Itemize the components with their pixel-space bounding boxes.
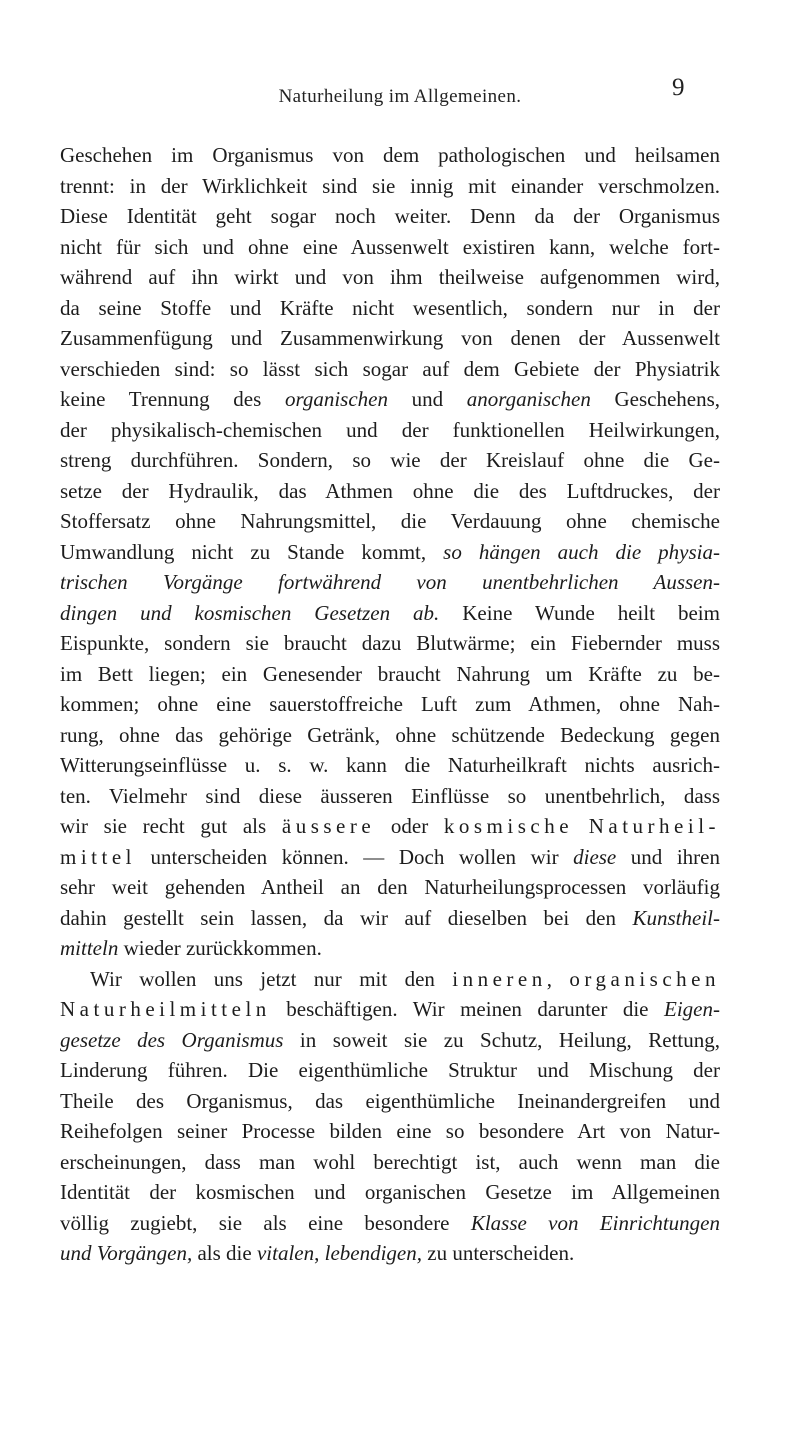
text-line <box>60 933 720 964</box>
text-line <box>60 628 720 659</box>
text-run: sehr weit gehenden Antheil an den Naturheilungsprocessen vorläufig <box>60 875 720 899</box>
text-run: nicht für sich und ohne eine Aussenwelt existiren kann, welche fort- <box>60 234 720 259</box>
text-run: und <box>387 387 467 411</box>
text-line <box>60 781 720 812</box>
text-line <box>60 567 720 598</box>
text-run: Zusammenfügung und Zusammenwirkung von denen der Aussenwelt <box>60 326 720 350</box>
italic-phrase: Eigen- <box>664 997 720 1021</box>
text-run: Theile des Organismus, das eigenthümliche Ineinandergreifen und <box>60 1088 720 1113</box>
text-run: , <box>546 966 570 991</box>
text-line <box>60 384 720 415</box>
text-run: Reihefolgen seiner Processe bilden eine so besondere Art von Natur- <box>60 1119 720 1143</box>
text-run: Witterungseinflüsse u. s. w. kann die Naturheilkraft nichts ausrich- <box>60 753 720 777</box>
text-line <box>60 659 720 690</box>
text-run <box>573 814 589 838</box>
text-line <box>60 415 720 446</box>
text-line <box>60 872 720 903</box>
text-run: rung, ohne das gehörige Getränk, ohne schützende Bedeckung gegen <box>60 722 720 747</box>
text-run: da seine Stoffe und Kräfte nicht wesentlich, sondern nur in der <box>60 295 720 320</box>
text-line <box>60 811 720 842</box>
text-run: Stoffersatz ohne Nahrungsmittel, die Verdauung ohne chemische <box>60 509 720 533</box>
text-line <box>60 445 720 476</box>
text-line <box>60 323 720 354</box>
italic-phrase: diese <box>573 844 617 869</box>
text-run: der physikalisch-chemischen und der funktionellen Heilwirkungen, <box>60 417 720 442</box>
text-run: Keine Wunde heilt beim <box>439 600 720 625</box>
text-line <box>60 689 720 720</box>
spaced-emphasis: Naturheil- <box>588 814 721 838</box>
text-line <box>60 1147 720 1178</box>
text-run: setze der Hydraulik, das Athmen ohne die des Luftdruckes, der <box>60 478 720 503</box>
text-run: als die <box>192 1241 257 1265</box>
text-line <box>60 506 720 537</box>
text-run: Geschehens, <box>590 387 721 411</box>
italic-phrase: so hängen auch die physia- <box>443 539 721 564</box>
page-number: 9 <box>672 74 685 101</box>
text-line <box>60 293 720 324</box>
text-run: während auf ihn wirkt und von ihm theilweise aufgenommen wird, <box>60 265 720 289</box>
text-line <box>60 201 720 232</box>
text-run: unterscheiden können. — Doch wollen wir <box>136 844 574 869</box>
text-run: keine Trennung des <box>60 387 285 411</box>
spaced-emphasis: äussere <box>281 814 376 838</box>
text-run: Linderung führen. Die eigenthümliche Struktur und Mischung der <box>60 1058 720 1082</box>
spaced-emphasis: inneren <box>452 966 547 991</box>
text-line <box>60 1025 720 1056</box>
text-run: zu unterscheiden. <box>422 1241 575 1265</box>
text-run: in soweit sie zu Schutz, Heilung, Rettung, <box>283 1027 720 1052</box>
italic-phrase: organischen <box>284 387 388 411</box>
text-line <box>60 476 720 507</box>
text-run: ten. Vielmehr sind diese äusseren Einflüsse so unentbehrlich, dass <box>60 783 720 808</box>
text-run: erscheinungen, dass man wohl berechtigt ist, auch wenn man die <box>60 1149 720 1174</box>
text-line <box>60 598 720 629</box>
italic-phrase: mitteln <box>60 936 119 960</box>
text-run: oder <box>375 814 444 838</box>
italic-phrase: vitalen <box>256 1241 315 1265</box>
text-line <box>60 1055 720 1086</box>
text-line <box>60 1208 720 1239</box>
italic-phrase: trischen Vorgänge fortwährend von unentbehrlichen Aussen- <box>60 570 720 594</box>
text-line <box>60 1177 720 1208</box>
text-line <box>60 1116 720 1147</box>
text-line <box>60 964 720 995</box>
text-line <box>60 1238 720 1269</box>
text-line <box>60 537 720 568</box>
text-run: streng durchführen. Sondern, so wie der Kreislauf ohne die Ge- <box>60 448 720 472</box>
text-line <box>60 1086 720 1117</box>
running-title: Naturheilung im Allgemeinen. <box>278 86 522 107</box>
spaced-emphasis: kosmische <box>443 814 574 838</box>
text-run: trennt: in der Wirklichkeit sind sie innig mit einander verschmolzen. <box>60 173 720 198</box>
text-run: Geschehen im Organismus von dem pathologischen und heilsamen <box>60 143 720 167</box>
text-run: verschieden sind: so lässt sich sogar auf dem Gebiete der Physiatrik <box>60 356 720 381</box>
spaced-emphasis: organischen <box>569 966 720 991</box>
italic-phrase: gesetze des Organismus <box>60 1027 284 1052</box>
text-line <box>60 140 720 171</box>
text-run: kommen; ohne eine sauerstoffreiche Luft zum Athmen, ohne Nah- <box>60 692 720 716</box>
spaced-emphasis: Naturheilmitteln <box>60 997 271 1021</box>
text-line <box>60 262 720 293</box>
text-run: Eispunkte, sondern sie braucht dazu Blutwärme; ein Fiebernder muss <box>60 631 720 655</box>
text-line <box>60 171 720 202</box>
text-line <box>60 354 720 385</box>
text-run: Umwandlung nicht zu Stande kommt, <box>60 539 444 564</box>
italic-phrase: lebendigen, <box>324 1241 422 1265</box>
text-run: dahin gestellt sein lassen, da wir auf dieselben bei den <box>60 905 633 930</box>
spaced-emphasis: mittel <box>60 844 136 869</box>
italic-phrase: Klasse von Einrichtungen <box>470 1210 720 1235</box>
italic-phrase: Kunstheil- <box>632 905 720 930</box>
body-text <box>60 140 720 1269</box>
italic-phrase: und Vorgängen, <box>60 1241 193 1265</box>
text-run: völlig zugiebt, sie als eine besondere <box>60 1210 471 1235</box>
text-run: und ihren <box>616 844 720 869</box>
text-run: wir sie recht gut als <box>60 814 282 838</box>
text-line <box>60 750 720 781</box>
text-line <box>60 994 720 1025</box>
italic-phrase: dingen und kosmischen Gesetzen ab. <box>60 600 440 625</box>
text-run: , <box>314 1241 325 1265</box>
text-run: Wir wollen uns jetzt nur mit den <box>90 966 453 991</box>
text-line <box>60 232 720 263</box>
text-line <box>60 903 720 934</box>
text-run: im Bett liegen; ein Genesender braucht Nahrung um Kräfte zu be- <box>60 661 720 686</box>
italic-phrase: anorganischen <box>466 387 591 411</box>
text-run: beschäftigen. Wir meinen darunter die <box>270 997 665 1021</box>
text-run: Diese Identität geht sogar noch weiter. Denn da der Organismus <box>60 204 720 228</box>
text-run: wieder zurückkommen. <box>118 936 322 960</box>
text-line <box>60 842 720 873</box>
text-run: Identität der kosmischen und organischen Gesetze im Allgemeinen <box>60 1180 720 1204</box>
text-line <box>60 720 720 751</box>
